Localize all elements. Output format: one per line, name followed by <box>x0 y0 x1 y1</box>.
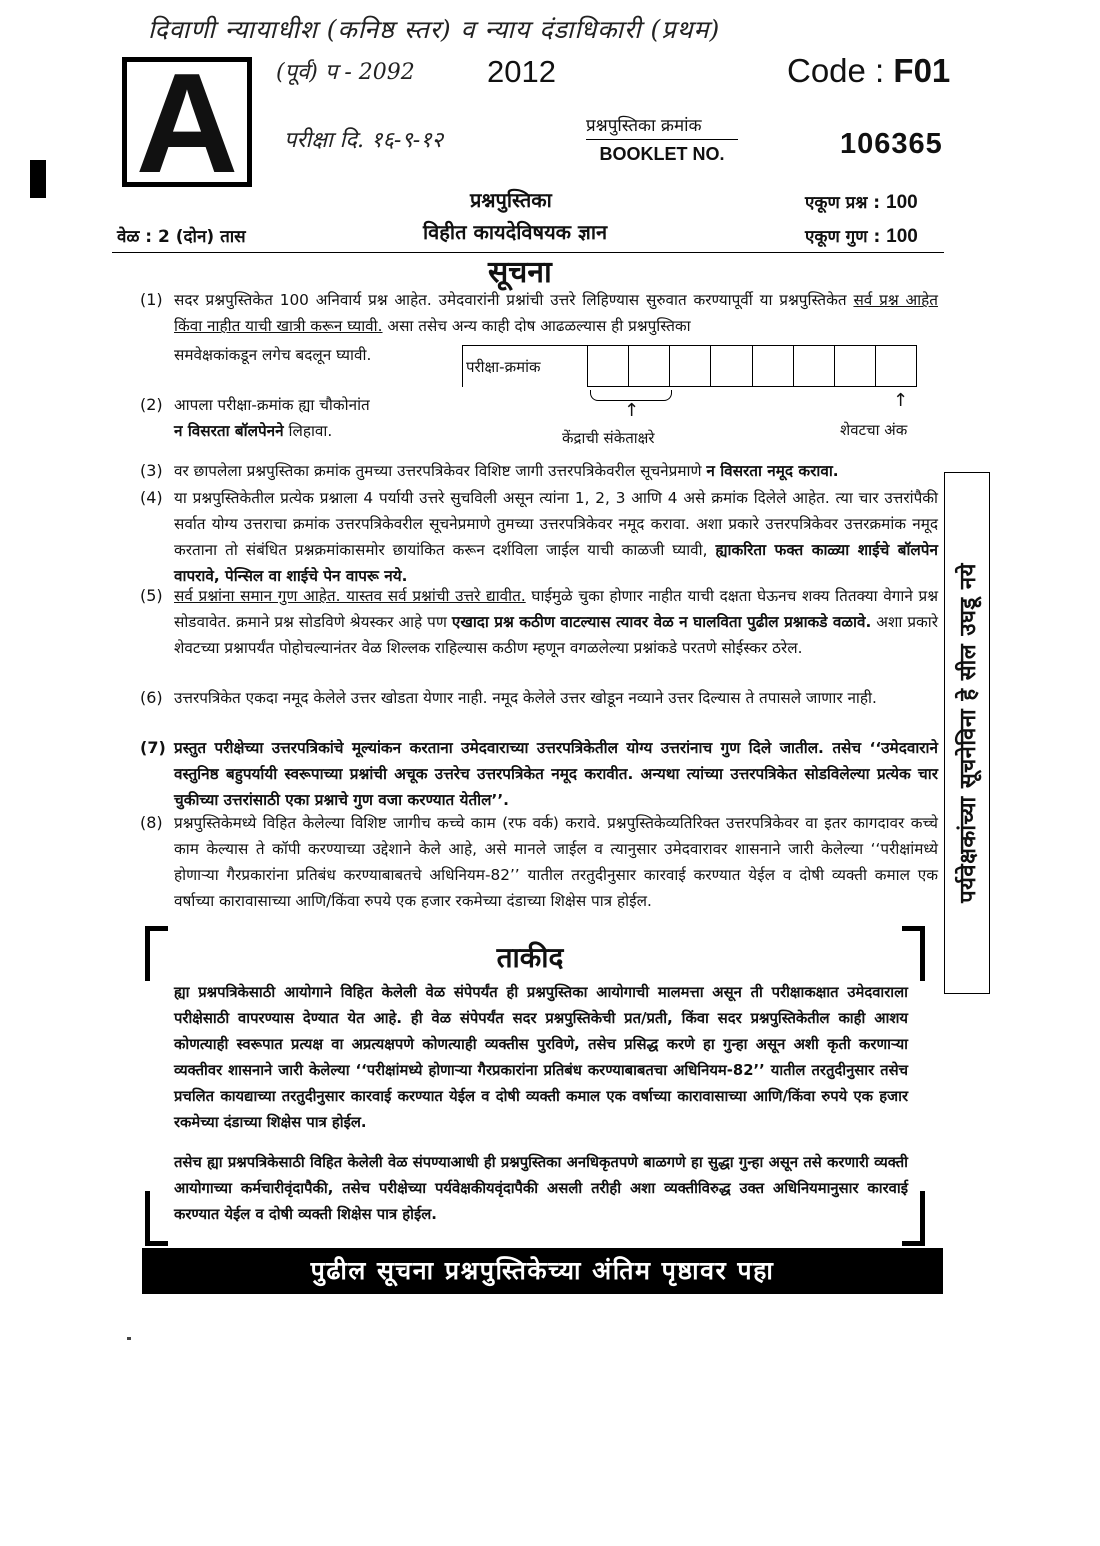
item-text: या प्रश्नपुस्तिकेतील प्रत्येक प्रश्नाला 4 पर्यायी उत्तरे सुचविली असून त्यांना 1, 2, 3 आणि 4 असे क्रमांक दिलेले आहेत. त्या चार उत्तरांपैकी सर्वात योग्य उत्तराचा क्रमांक उत्तरपत्रिकेवरील सूचनेप्रमाणे तुमच्या उत्तरपत्रिकेवर नमूद करावा. अशा प्रकारे उत्तरपत्रिकेवर उत्तरक्रमांक नमूद करताना तो संबंधित प्रश्नक्रमांकासमोर छायांकित करून दर्शविला जाईल याची काळजी घ्यावी, <box>174 489 938 559</box>
instruction-item-6 <box>140 685 938 711</box>
center-code-label: केंद्राची संकेताक्षरे <box>562 429 655 447</box>
booklet-title: प्रश्नपुस्तिका <box>470 188 552 212</box>
item-number: (2) <box>140 395 163 414</box>
item-text: असा तसेच अन्य काही दोष आढळल्यास ही प्रश्नपुस्तिका <box>382 317 691 335</box>
scan-mark <box>30 160 46 198</box>
handwritten-line-1: दिवाणी न्यायाधीश (कनिष्ठ स्तर) व न्याय दंडाधिकारी (प्रथम) <box>148 15 721 44</box>
code-label: Code : <box>787 52 885 89</box>
item-text-bold: न विसरता बॉलपेनने <box>174 422 284 440</box>
item-text-underlined: सर्व प्रश्न आहेत किंवा नाहीत याची खात्री करून घ्यावी. <box>174 291 938 335</box>
roll-digit-box[interactable] <box>876 346 916 386</box>
item-text: घाईमुळे चुका होणार नाहीत याची दक्षता घेऊनच शक्य तितक्या वेगाने प्रश्न सोडवावेत. क्रमाने प्रश्न सोडविणे श्रेयस्कर आहे पण <box>174 587 939 631</box>
booklet-number: 106365 <box>840 128 943 160</box>
item-number: (3) <box>140 461 163 480</box>
handwritten-line-2: (पूर्व) प - 2092 <box>276 60 415 85</box>
item-number: (5) <box>140 586 163 605</box>
roll-number-boxes[interactable] <box>587 345 917 387</box>
warning-paragraph-2: तसेच ह्या प्रश्नपत्रिकेसाठी विहित केलेली वेळ संपण्याआधी ही प्रश्नपुस्तिका अनधिकृतपणे बाळगणे हा सुद्धा गुन्हा असून तसे करणारी व्यक्ती आयोगाच्या कर्मचारीवृंदापैकी, तसेच परीक्षेच्या पर्यवेक्षकीयवृंदापैकी असली तरीही अशा व्यक्तीविरुद्ध उक्त अधिनियमानुसार कारवाई करण्यात येईल व दोषी व्यक्ती शिक्षेस पात्र होईल. <box>174 1154 908 1223</box>
instruction-item-5 <box>140 583 938 661</box>
item-text: प्रश्नपुस्तिकेमध्ये विहित केलेल्या विशिष्ट जागीच कच्चे काम (रफ वर्क) करावे. प्रश्नपुस्तिकेव्यतिरिक्त उत्तरपत्रिकेवर वा इतर कागदावर कच्चे काम केल्यास ते कॉपी करण्याच्या उद्देशाने केले आहे, असे मानले जाईल व त्यानुसार उमेदवारावर शासनाने जारी केलेल्या ‘‘परीक्षांमध्ये होणाऱ्या गैरप्रकारांना प्रतिबंध करण्याबाबतचे अधिनियम-82’’ यातील तरतुदीनुसार कारवाई करण्यात येईल व दोषी व्यक्ती कमाल एक वर्षाच्या कारावासाच्या आणि/किंवा रुपये एक हजार रकमेच्या दंडाच्या शिक्षेस पात्र होईल. <box>174 814 938 910</box>
code-value: F01 <box>893 52 951 89</box>
item-text-underlined: सर्व प्रश्नांना समान गुण आहेत. यास्तव सर्व प्रश्नांची उत्तरे द्यावीत. <box>174 587 526 605</box>
roll-digit-box[interactable] <box>670 346 711 386</box>
roll-digit-box[interactable] <box>794 346 835 386</box>
instruction-item-8 <box>140 810 938 914</box>
box-corner <box>145 1191 168 1246</box>
instruction-item-3 <box>140 458 938 484</box>
paper-code <box>787 52 950 90</box>
roll-digit-box[interactable] <box>753 346 794 386</box>
item-1-tail: समवेक्षकांकडून लगेच बदलून घ्यावी. <box>174 346 372 364</box>
instruction-item-1 <box>140 287 938 339</box>
booklet-label: BOOKLET NO. <box>586 139 738 165</box>
roll-digit-box[interactable] <box>711 346 752 386</box>
subject-title: विहीत कायदेविषयक ज्ञान <box>423 220 608 244</box>
total-marks-value: 100 <box>886 226 918 247</box>
handwritten-line-3: परीक्षा दि. १६-९-१२ <box>284 128 444 153</box>
warning-paragraph-1: ह्या प्रश्नपत्रिकेसाठी आयोगाने विहित केलेली वेळ संपेपर्यंत ही प्रश्नपुस्तिका आयोगाची मालमत्ता असून ती परीक्षाकक्षात उमेदवाराला परीक्षेसाठी वापरण्यास देण्यात येत आहे. ही वेळ संपेपर्यंत सदर प्रश्नपुस्तिकेची प्रत/प्रती, किंवा सदर प्रश्नपुस्तिकेतील काही आशय कोणत्याही स्वरूपात प्रत्यक्ष वा अप्रत्यक्षपणे कोणत्याही व्यक्तीस पुरविणे, तसेच प्रसिद्ध करणे हा गुन्हा असून अशी कृती करणाऱ्या व्यक्तीवर शासनाने जारी केलेल्या ‘‘परीक्षांमध्ये होणाऱ्या गैरप्रकारांना प्रतिबंध करण्याबाबतचा अधिनियम-82’’ यातील तरतुदीनुसार तसेच प्रचलित कायद्याच्या तरतुदीनुसार कारवाई करण्यात येईल व दोषी व्यक्ती कमाल एक वर्षाच्या कारावासाच्या आणि/किंवा रुपये एक हजार रकमेच्या दंडाच्या शिक्षेस पात्र होईल. <box>174 984 908 1131</box>
up-arrow-icon: ↑ <box>624 400 640 421</box>
series-letter: A <box>135 44 239 203</box>
total-marks-label: एकूण गुण : <box>805 227 881 247</box>
seal-side-note-text: पर्यवेक्षकांच्या सूचनेविना हे सील उघडू नये <box>956 563 981 903</box>
item-number: (6) <box>140 688 163 707</box>
instructions-heading: सूचना <box>488 255 552 290</box>
exam-duration: वेळ : 2 (दोन) तास <box>117 227 246 247</box>
item-text: अशा प्रकारे शेवटच्या प्रश्नापर्यंत पोहोचल्यानंतर वेळ शिल्लक राहिल्यास कठीण म्हणून वगळलेल्या प्रश्नांकडे परतणे सोईस्कर ठरेल. <box>174 613 939 657</box>
instruction-item-7 <box>140 735 938 813</box>
item-text-bold: न विसरता नमूद करावा. <box>706 462 839 480</box>
total-questions <box>805 190 918 214</box>
next-instructions-band: पुढील सूचना प्रश्नपुस्तिकेच्या अंतिम पृष्ठावर पहा <box>142 1248 943 1294</box>
roll-digit-box[interactable] <box>629 346 670 386</box>
instruction-item-2 <box>140 392 440 444</box>
up-arrow-icon: ↑ <box>893 390 909 411</box>
item-text: सदर प्रश्नपुस्तिकेत 100 अनिवार्य प्रश्न आहेत. उमेदवारांनी प्रश्नांची उत्तरे लिहिण्यास सुरुवात करण्यापूर्वी या प्रश्नपुस्तिकेत <box>174 291 847 309</box>
booklet-label-marathi: प्रश्नपुस्तिका क्रमांक <box>586 116 702 136</box>
item-text-bold: प्रस्तुत परीक्षेच्या उत्तरपत्रिकांचे मूल्यांकन करताना उमेदवाराच्या उत्तरपत्रिकेतील योग्य उत्तरांनाच गुण दिले जातील. तसेच ‘‘उमेदवाराने वस्तुनिष्ठ बहुपर्यायी स्वरूपाच्या प्रश्नांची अचूक उत्तरेच उत्तरपत्रिकेत नमूद करावीत. अन्यथा त्यांच्या उत्तरपत्रिकेत सोडविलेल्या प्रत्येक चार चुकीच्या उत्तरांसाठी एका प्रश्नाचे गुण वजा करण्यात येतील’’. <box>174 739 938 809</box>
item-number: (7) <box>140 738 166 757</box>
scan-speck <box>127 1337 131 1340</box>
item-number: (1) <box>140 290 163 309</box>
total-questions-value: 100 <box>886 192 918 213</box>
item-text-bold: ह्याकरिता फक्त काळ्या शाईचे बॉलपेन वापरावे, पेन्सिल वा शाईचे पेन वापरू नये. <box>174 541 938 585</box>
total-questions-label: एकूण प्रश्न : <box>805 193 881 213</box>
item-text: आपला परीक्षा-क्रमांक ह्या चौकोनांत <box>174 396 370 414</box>
item-text: वर छापलेला प्रश्नपुस्तिका क्रमांक तुमच्या उत्तरपत्रिकेवर विशिष्ट जागी उत्तरपत्रिकेवरील सूचनेप्रमाणे <box>174 462 707 480</box>
total-marks <box>805 224 918 248</box>
warning-title: ताकीद <box>496 941 564 974</box>
item-text: उत्तरपत्रिकेत एकदा नमूद केलेले उत्तर खोडता येणार नाही. नमूद केलेले उत्तर खोडून नव्याने उत्तर दिल्यास ते तपासले जाणार नाही. <box>174 689 877 707</box>
item-text: लिहावा. <box>283 422 333 440</box>
item-number: (4) <box>140 488 163 507</box>
item-number: (8) <box>140 813 163 832</box>
seal-side-note <box>944 472 990 994</box>
instruction-item-4 <box>140 485 938 589</box>
exam-year: 2012 <box>487 54 556 89</box>
roll-number-label: परीक्षा-क्रमांक <box>466 358 541 376</box>
last-digit-label: शेवटचा अंक <box>840 421 908 439</box>
series-box <box>122 44 252 203</box>
roll-digit-box[interactable] <box>588 346 629 386</box>
item-text-bold: एखादा प्रश्न कठीण वाटल्यास त्यावर वेळ न घालविता पुढील प्रश्नाकडे वळावे. <box>451 613 872 631</box>
roll-digit-box[interactable] <box>835 346 876 386</box>
